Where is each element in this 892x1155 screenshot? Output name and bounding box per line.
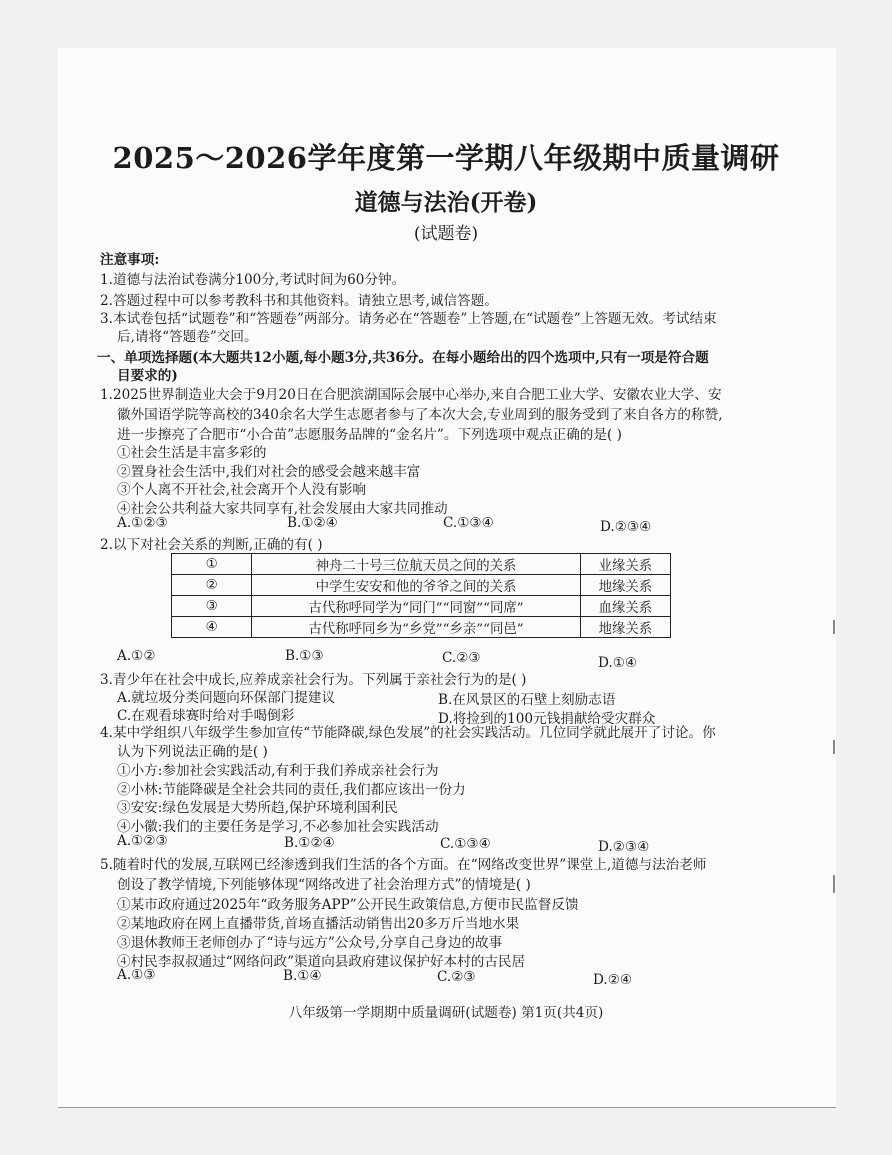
table-cell: ②	[172, 575, 252, 596]
table-row	[172, 596, 671, 617]
statement: ③个人离不开社会,社会离开个人没有影响	[117, 482, 367, 498]
note-item: 2.答题过程中可以参考教科书和其他资料。请独立思考,诚信答题。	[100, 293, 498, 309]
option-a: A.①②③	[117, 833, 168, 849]
exam-title: 2025～2026学年度第一学期八年级期中质量调研	[112, 141, 780, 175]
statement: ①某市政府通过2025年“政务服务APP”公开民生政策信息,方便市民监督反馈	[117, 897, 579, 913]
scan-edge-mark	[833, 740, 835, 754]
table-row	[172, 617, 671, 638]
table-cell: 业缘关系	[580, 554, 670, 575]
statement: ②小林:节能降碳是全社会共同的责任,我们都应该出一份力	[117, 782, 466, 798]
table-row	[172, 575, 671, 596]
option-c: C.②③	[442, 650, 481, 666]
statement: ②某地政府在网上直播带货,首场直播活动销售出20多万斤当地水果	[117, 916, 520, 932]
table-cell: 血缘关系	[580, 596, 670, 617]
option-d: D.①④	[598, 655, 638, 671]
question-stem: 3.青少年在社会中成长,应养成亲社会行为。下列属于亲社会行为的是( )	[100, 672, 527, 688]
statement: ④社会公共利益大家共同享有,社会发展由大家共同推动	[117, 501, 448, 517]
option-a: A.就垃圾分类问题向环保部门提建议	[117, 690, 336, 706]
table-cell: ①	[172, 554, 252, 575]
table-cell: 古代称呼同学为“同门”“同窗”“同席”	[252, 596, 580, 617]
table-row	[172, 554, 671, 575]
option-c: C.②③	[437, 969, 476, 985]
option-d: D.将捡到的100元钱捐献给受灾群众	[438, 711, 656, 727]
option-d: D.②③④	[600, 519, 652, 535]
option-c: C.在观看球赛时给对手喝倒彩	[117, 708, 295, 724]
statement: ①小方:参加社会实践活动,有利于我们养成亲社会行为	[117, 763, 439, 779]
note-item: 3.本试卷包括“试题卷”和“答题卷”两部分。请务必在“答题卷”上答题,在“试题卷”上答题无效。考试结束	[100, 311, 717, 327]
statement: ④小徽:我们的主要任务是学习,不必参加社会实践活动	[117, 819, 439, 835]
option-d: D.②④	[593, 972, 633, 988]
note-item: 后,请将“答题卷”交回。	[117, 329, 258, 345]
table-cell: ④	[172, 617, 252, 638]
option-a: A.①③	[117, 967, 156, 983]
question-stem: 1.2025世界制造业大会于9月20日在合肥滨湖国际会展中心举办,来自合肥工业大学、安徽农业大学、安	[100, 387, 722, 403]
table-cell: 古代称呼同乡为“乡党”“乡亲”“同邑”	[252, 617, 580, 638]
table-cell: 地缘关系	[580, 617, 670, 638]
option-b: B.①④	[283, 968, 322, 984]
bottom-divider	[58, 1107, 836, 1108]
question-stem: 2.以下对社会关系的判断,正确的有( )	[100, 537, 323, 553]
section-heading: 目要求的)	[117, 368, 178, 384]
scan-edge-mark	[833, 875, 835, 893]
table-cell: 地缘关系	[580, 575, 670, 596]
option-b: B.①②④	[284, 835, 335, 851]
exam-subject: 道德与法治(开卷)	[354, 189, 538, 216]
statement: ③安安:绿色发展是大势所趋,保护环境利国利民	[117, 800, 398, 816]
paper-type: (试题卷)	[413, 224, 479, 244]
question-stem: 进一步擦亮了合肥市“小合苗”志愿服务品牌的“金名片”。下列选项中观点正确的是( )	[117, 427, 622, 443]
statement: ③退休教师王老师创办了“诗与远方”公众号,分享自己身边的故事	[117, 935, 503, 951]
relations-table	[171, 553, 671, 638]
table-cell: ③	[172, 596, 252, 617]
statement: ④村民李叔叔通过“网络问政”渠道向县政府建议保护好本村的古民居	[117, 954, 526, 970]
scan-edge-mark	[833, 620, 835, 634]
question-stem: 徽外国语学院等高校的340余名大学生志愿者参与了本次大会,专业周到的服务受到了来自各方的称赞,	[117, 407, 723, 423]
question-stem: 创设了教学情境,下列能够体现“网络改进了社会治理方式”的情境是( )	[117, 877, 531, 893]
notes-heading: 注意事项:	[100, 252, 160, 268]
option-b: B.①②④	[287, 515, 338, 531]
statement: ①社会生活是丰富多彩的	[117, 445, 267, 461]
question-stem: 4.某中学组织八年级学生参加宣传“节能降碳,绿色发展”的社会实践活动。几位同学就此展开了讨论。你	[100, 725, 716, 741]
statement: ②置身社会生活中,我们对社会的感受会越来越丰富	[117, 464, 421, 480]
option-b: B.①③	[285, 648, 324, 664]
section-heading: 一、单项选择题(本大题共12小题,每小题3分,共36分。在每小题给出的四个选项中,只有一项是符合题	[97, 350, 709, 366]
option-a: A.①②③	[117, 515, 168, 531]
question-stem: 5.随着时代的发展,互联网已经渗透到我们生活的各个方面。在“网络改变世界”课堂上,道德与法治老师	[100, 857, 707, 873]
table-cell: 神舟二十号三位航天员之间的关系	[252, 554, 580, 575]
question-stem: 认为下列说法正确的是( )	[117, 744, 268, 760]
note-item: 1.道德与法治试卷满分100分,考试时间为60分钟。	[100, 272, 406, 288]
option-c: C.①③④	[440, 836, 491, 852]
option-b: B.在风景区的石壁上刻励志语	[438, 692, 616, 708]
option-c: C.①③④	[443, 515, 494, 531]
option-a: A.①②	[117, 648, 156, 664]
option-d: D.②③④	[598, 839, 650, 855]
page-footer: 八年级第一学期期中质量调研(试题卷) 第1页(共4页)	[288, 1005, 604, 1021]
table-cell: 中学生安安和他的爷爷之间的关系	[252, 575, 580, 596]
